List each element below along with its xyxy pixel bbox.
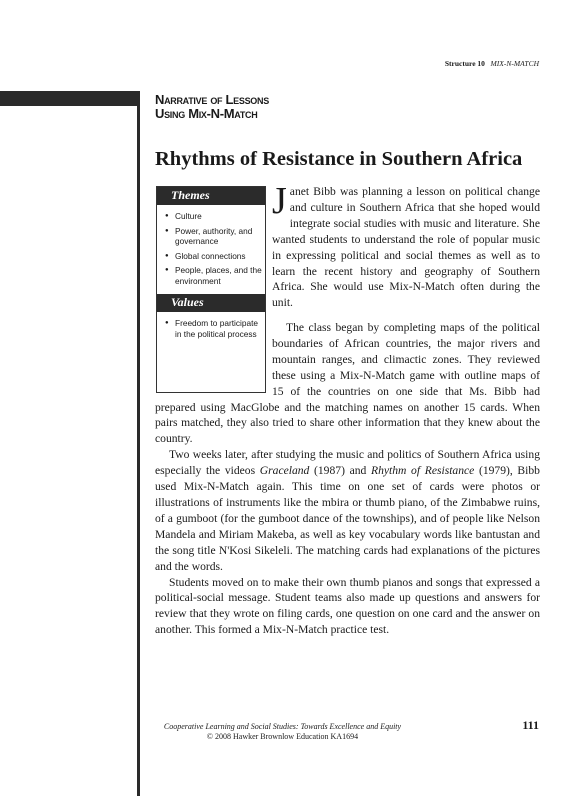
page-title: Rhythms of Resistance in Southern Africa <box>155 148 523 170</box>
paragraph-1 <box>272 180 540 311</box>
theme-item: ● People, places, and the environment <box>165 265 263 286</box>
paragraph-2: The class began by completing maps of the political boundaries of African countries, the major rivers and mountain ranges, and climactic zones. They reviewed these using a Mix-N-Match game with outline maps of 15 of the countries on one side that Ms. Bibb had prepared using MacGlobe and the matching names on another 15 cards. When pairs matched, they also tried to share other information that they knew about the country. <box>155 321 540 446</box>
paragraph-4: Students moved on to make their own thumb pianos and songs that expressed a political-social message. Student teams also made up questions and answers for review that they wrote on filing cards, one question on one card and the answer on another. This formed a Mix-N-Match practice test. <box>155 575 540 637</box>
theme-item: ● Power, authority, and governance <box>165 226 263 247</box>
themes-list <box>157 211 265 286</box>
copyright: © 2008 Hawker Brownlow Education KA1694 <box>206 732 359 741</box>
film-title: Rhythm of Resistance <box>370 464 475 478</box>
structure-name: MIX-N-MATCH <box>490 59 539 68</box>
structure-number: Structure 10 <box>444 59 485 68</box>
page-footer <box>0 722 565 742</box>
themes-heading: Themes <box>157 187 265 205</box>
paragraph-1-text: anet Bibb was planning a lesson on political change and culture in Southern Africa that she hoped would integrate social studies with music and literature. She wanted students to understand the role of popular music in expressing political and social themes as well as to learn the recent history and geography of Southern Africa. She would use Mix-N-Match often during the unit. <box>272 185 540 310</box>
film-title: Graceland <box>259 464 310 478</box>
values-heading: Values <box>157 294 265 312</box>
section-heading <box>155 93 269 121</box>
theme-item: ● Global connections <box>165 251 263 262</box>
margin-rule <box>137 106 140 796</box>
section-heading-line1: Narrative of Lessons <box>155 92 269 107</box>
book-title: Cooperative Learning and Social Studies: Towards Excellence and Equity <box>163 722 402 731</box>
section-heading-line2: Using Mix-N-Match <box>155 106 258 121</box>
paragraph-3: Two weeks later, after studying the music and politics of Southern Africa using especially the videos Graceland (1987) and Rhythm of Resistance (1979), Bibb used Mix-N-Match again. This time on one set of cards were photos or illustrations of instruments like the mbira or thumb piano, of the Zimbabwe ruins, of a gumboot (for the gumboot dance of the townships), and of people like Nelson Mandela and Miriam Makeba, as well as key vocabulary words like bantustan and the song title N'Kosi Sikeleli. The matching cards had explanations of the pictures and the words. <box>155 448 540 573</box>
value-item: ● Freedom to participate in the political process <box>165 318 263 339</box>
running-header <box>445 59 539 68</box>
main-text <box>155 320 540 638</box>
header-bar <box>0 91 140 106</box>
page-number: 111 <box>522 718 539 732</box>
drop-cap: J <box>272 180 287 222</box>
theme-item: ● Culture <box>165 211 263 222</box>
